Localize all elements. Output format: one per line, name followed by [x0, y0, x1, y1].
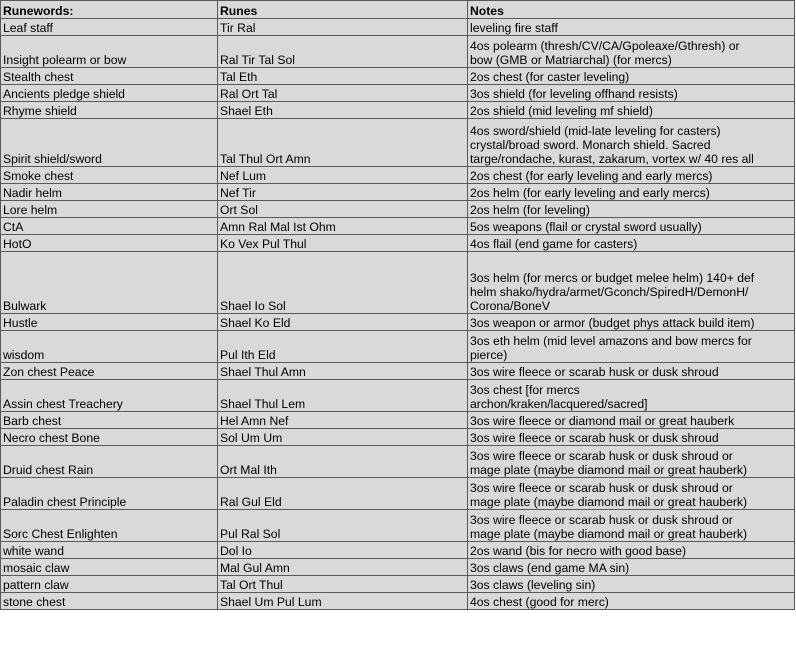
header-row	[1, 1, 795, 19]
table-row	[1, 446, 795, 478]
runeword-name-cell: Bulwark	[1, 252, 218, 314]
notes-cell: 3os wire fleece or scarab husk or dusk shroud or mage plate (maybe diamond mail or great hauberk)	[468, 510, 795, 542]
runes-cell: Shael Io Sol	[218, 252, 468, 314]
runes-cell: Ral Ort Tal	[218, 85, 468, 102]
runes-cell: Pul Ith Eld	[218, 331, 468, 363]
runes-cell: Nef Tir	[218, 184, 468, 201]
table-row	[1, 201, 795, 218]
table-row	[1, 218, 795, 235]
notes-cell: 3os helm (for mercs or budget melee helm) 140+ def helm shako/hydra/armet/Gconch/SpiredH/DemonH/ Corona/BoneV	[468, 252, 795, 314]
runeword-name-cell: mosaic claw	[1, 559, 218, 576]
runes-cell: Amn Ral Mal Ist Ohm	[218, 218, 468, 235]
notes-cell: 3os chest [for mercs archon/kraken/lacquered/sacred]	[468, 380, 795, 412]
runes-cell: Mal Gul Amn	[218, 559, 468, 576]
table-row	[1, 542, 795, 559]
runeword-name-cell: Stealth chest	[1, 68, 218, 85]
notes-cell: 3os shield (for leveling offhand resists)	[468, 85, 795, 102]
runes-cell: Ort Sol	[218, 201, 468, 218]
runeword-name-cell: Ancients pledge shield	[1, 85, 218, 102]
notes-cell: 2os helm (for leveling)	[468, 201, 795, 218]
notes-cell: 3os wire fleece or diamond mail or great hauberk	[468, 412, 795, 429]
table-row	[1, 36, 795, 68]
notes-cell: 3os weapon or armor (budget phys attack build item)	[468, 314, 795, 331]
runes-cell: Shael Thul Amn	[218, 363, 468, 380]
notes-cell: 4os flail (end game for casters)	[468, 235, 795, 252]
runes-cell: Dol Io	[218, 542, 468, 559]
notes-cell: 2os helm (for early leveling and early mercs)	[468, 184, 795, 201]
runes-cell: Tal Eth	[218, 68, 468, 85]
notes-cell: 2os wand (bis for necro with good base)	[468, 542, 795, 559]
runeword-name-cell: Spirit shield/sword	[1, 119, 218, 167]
runeword-name-cell: CtA	[1, 218, 218, 235]
runes-cell: Nef Lum	[218, 167, 468, 184]
runes-cell: Ort Mal Ith	[218, 446, 468, 478]
table-row	[1, 68, 795, 85]
runes-cell: Tal Thul Ort Amn	[218, 119, 468, 167]
table-row	[1, 314, 795, 331]
notes-cell: 4os sword/shield (mid-late leveling for casters) crystal/broad sword. Monarch shield. Sacred targe/rondache, kurast, zakarum, vortex w/ 40 res all	[468, 119, 795, 167]
notes-cell: 2os shield (mid leveling mf shield)	[468, 102, 795, 119]
runeword-name-cell: Smoke chest	[1, 167, 218, 184]
table-row	[1, 184, 795, 201]
table-row	[1, 119, 795, 167]
runeword-name-cell: Paladin chest Principle	[1, 478, 218, 510]
header-runes: Runes	[218, 1, 468, 19]
table-row	[1, 167, 795, 184]
runes-cell: Pul Ral Sol	[218, 510, 468, 542]
runeword-name-cell: Assin chest Treachery	[1, 380, 218, 412]
runeword-name-cell: Lore helm	[1, 201, 218, 218]
notes-cell: 3os wire fleece or scarab husk or dusk shroud or mage plate (maybe diamond mail or great hauberk)	[468, 478, 795, 510]
runes-cell: Sol Um Um	[218, 429, 468, 446]
notes-cell: 3os claws (leveling sin)	[468, 576, 795, 593]
notes-cell: 2os chest (for early leveling and early mercs)	[468, 167, 795, 184]
table-row	[1, 559, 795, 576]
runes-cell: Shael Um Pul Lum	[218, 593, 468, 610]
table-body	[1, 19, 795, 610]
runeword-name-cell: Rhyme shield	[1, 102, 218, 119]
runeword-name-cell: HotO	[1, 235, 218, 252]
runeword-name-cell: pattern claw	[1, 576, 218, 593]
runeword-name-cell: Sorc Chest Enlighten	[1, 510, 218, 542]
runes-cell: Hel Amn Nef	[218, 412, 468, 429]
table-row	[1, 85, 795, 102]
runeword-name-cell: Barb chest	[1, 412, 218, 429]
runes-cell: Shael Eth	[218, 102, 468, 119]
runes-cell: Ral Tir Tal Sol	[218, 36, 468, 68]
runeword-name-cell: Necro chest Bone	[1, 429, 218, 446]
notes-cell: 4os polearm (thresh/CV/CA/Gpoleaxe/Gthresh) or bow (GMB or Matriarchal) (for mercs)	[468, 36, 795, 68]
runeword-name-cell: Nadir helm	[1, 184, 218, 201]
runeword-name-cell: white wand	[1, 542, 218, 559]
notes-cell: 2os chest (for caster leveling)	[468, 68, 795, 85]
table-row	[1, 412, 795, 429]
runeword-name-cell: Druid chest Rain	[1, 446, 218, 478]
runes-cell: Shael Ko Eld	[218, 314, 468, 331]
runeword-name-cell: stone chest	[1, 593, 218, 610]
table-row	[1, 363, 795, 380]
notes-cell: 3os claws (end game MA sin)	[468, 559, 795, 576]
runes-cell: Tir Ral	[218, 19, 468, 36]
notes-cell: 3os wire fleece or scarab husk or dusk shroud	[468, 363, 795, 380]
notes-cell: 3os eth helm (mid level amazons and bow mercs for pierce)	[468, 331, 795, 363]
table-row	[1, 252, 795, 314]
table-row	[1, 478, 795, 510]
header-runewords: Runewords:	[1, 1, 218, 19]
table-row	[1, 576, 795, 593]
runeword-name-cell: Hustle	[1, 314, 218, 331]
table-row	[1, 380, 795, 412]
header-notes: Notes	[468, 1, 795, 19]
runes-cell: Ko Vex Pul Thul	[218, 235, 468, 252]
runeword-name-cell: Zon chest Peace	[1, 363, 218, 380]
table-row	[1, 331, 795, 363]
notes-cell: 3os wire fleece or scarab husk or dusk shroud or mage plate (maybe diamond mail or great hauberk)	[468, 446, 795, 478]
notes-cell: 3os wire fleece or scarab husk or dusk shroud	[468, 429, 795, 446]
runes-cell: Ral Gul Eld	[218, 478, 468, 510]
table-row	[1, 102, 795, 119]
notes-cell: 4os chest (good for merc)	[468, 593, 795, 610]
notes-cell: 5os weapons (flail or crystal sword usually)	[468, 218, 795, 235]
runes-cell: Tal Ort Thul	[218, 576, 468, 593]
runeword-name-cell: Leaf staff	[1, 19, 218, 36]
table-row	[1, 235, 795, 252]
table-row	[1, 510, 795, 542]
runeword-name-cell: wisdom	[1, 331, 218, 363]
table-row	[1, 593, 795, 610]
table-row	[1, 429, 795, 446]
runes-cell: Shael Thul Lem	[218, 380, 468, 412]
table-row	[1, 19, 795, 36]
notes-cell: leveling fire staff	[468, 19, 795, 36]
runeword-name-cell: Insight polearm or bow	[1, 36, 218, 68]
